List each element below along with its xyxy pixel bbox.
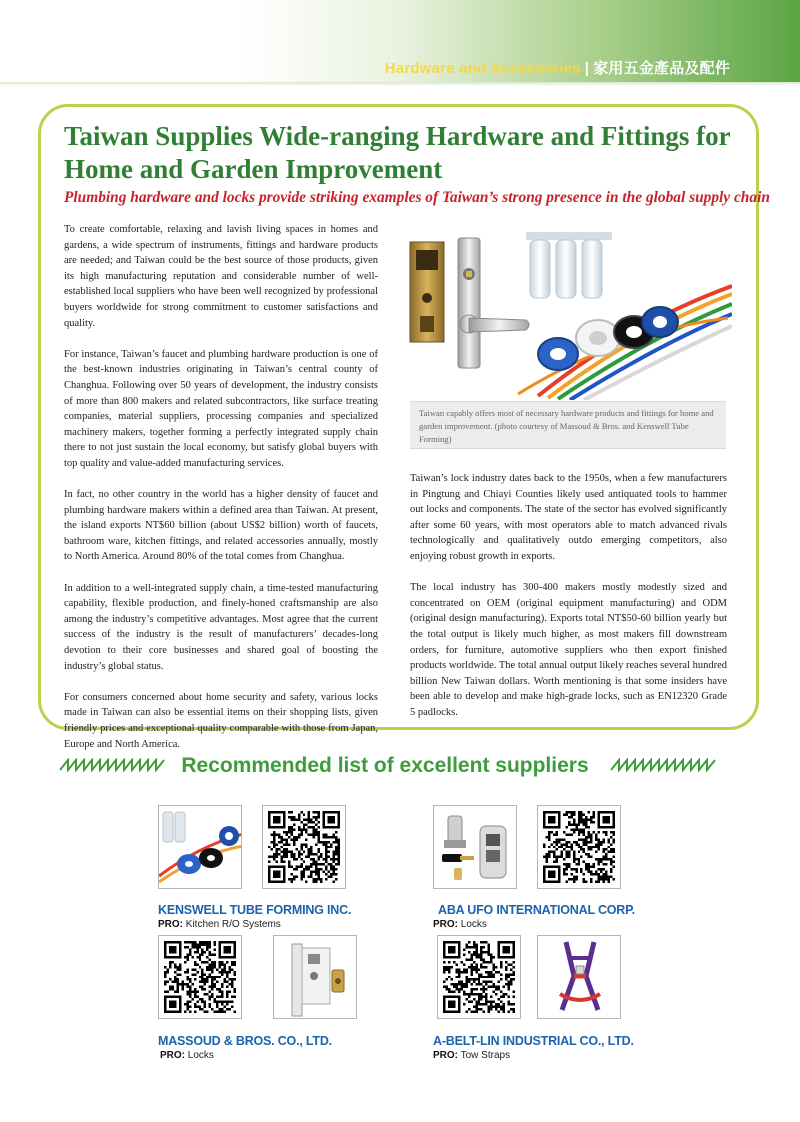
paragraph: Taiwan’s lock industry dates back to the 1950s, when a few manufacturers in Pingtung and Chiayi Counties likely used antiquated tools to hammer out locks and components. The state of the sector has evolved significantly after some 60 years, with most operators able to match advanced rivals technologically and qualitatively outdo emerging competitors, also enjoying robust growth in exports.	[410, 473, 727, 562]
qr-code-icon	[543, 811, 615, 883]
section-label-en: Hardware and Accessories	[384, 60, 581, 77]
supplier-pro-kenswell	[158, 919, 281, 930]
supplier-pro-aba-ufo	[433, 919, 487, 930]
qr-code-a-belt-lin[interactable]	[437, 935, 521, 1019]
qr-code-aba-ufo[interactable]	[537, 805, 621, 889]
supplier-name-kenswell[interactable]: KENSWELL TUBE FORMING INC.	[158, 903, 352, 917]
article-photo	[398, 228, 732, 400]
safety-harness-photo	[538, 936, 621, 1019]
section-label-separator: |	[584, 60, 590, 77]
locks-and-tubing-photo	[398, 228, 732, 400]
mortise-lock-photo	[274, 936, 357, 1019]
article-left-column	[64, 222, 378, 768]
paragraph: For consumers concerned about home security and safety, various locks made in Taiwan can also be essential items on their shopping lists, given friendly prices and exceptional quality comparable with those from Japan, Europe and North America.	[64, 691, 378, 750]
section-label	[385, 57, 730, 78]
section-label-zh: 家用五金產品及配件	[593, 60, 730, 77]
qr-code-icon	[268, 811, 340, 883]
article-right-column	[410, 471, 727, 736]
pro-label: PRO:	[160, 1050, 185, 1061]
supplier-name-massoud[interactable]: MASSOUD & BROS. CO., LTD.	[158, 1034, 332, 1048]
recommended-title: Recommended list of excellent suppliers	[181, 754, 589, 777]
header-band-shadow	[0, 82, 800, 86]
supplier-pro-a-belt-lin	[433, 1050, 510, 1061]
pro-label: PRO:	[433, 1050, 458, 1061]
qr-code-massoud[interactable]	[158, 935, 242, 1019]
supplier-photo-aba-ufo	[433, 805, 517, 889]
article-title: Taiwan Supplies Wide-ranging Hardware and Fittings for Home and Garden Improvement	[64, 121, 731, 184]
supplier-photo-a-belt-lin	[537, 935, 621, 1019]
paragraph: For instance, Taiwan’s faucet and plumbing hardware production is one of the best-known industries originating in Taiwan’s central county of Changhua. Following over 50 years of development, the industry consists of more than 800 makers and related subcontractors, like surface treating companies, material suppliers, processing companies and specialized machinery makers, together forming a perfectly integrated supply chain there to not just sustain the local economy, but satisfy global buyers with top quality and value-added manufacturing services.	[64, 348, 378, 469]
article-subtitle: Plumbing hardware and locks provide striking examples of Taiwan’s strong presence in the global supply chain	[64, 189, 770, 206]
supplier-product: Tow Straps	[460, 1050, 511, 1061]
pro-label: PRO:	[158, 919, 183, 930]
photo-caption: Taiwan capably offers most of necessary hardware products and fittings for home and garden improvement. (photo courtesy of Massoud & Bros. and Kenswell Tube Forming)	[410, 401, 726, 449]
zigzag-decoration-right	[609, 758, 719, 772]
supplier-pro-massoud	[160, 1050, 214, 1061]
supplier-product: Locks	[187, 1050, 214, 1061]
qr-code-icon	[443, 941, 515, 1013]
supplier-name-aba-ufo[interactable]: ABA UFO INTERNATIONAL CORP.	[438, 903, 635, 917]
tubing-coils-photo	[159, 806, 242, 889]
zigzag-decoration-left	[58, 758, 168, 772]
paragraph: To create comfortable, relaxing and lavish living spaces in homes and gardens, a wide spectrum of instruments, fittings and hardware products are needed; and Taiwan could be the best source of those products, given its high manufacturing reputation and considerable number of well-established local suppliers who have been well recognized by professional buyers worldwide for strong commitment to customer satisfactions and quality.	[64, 224, 378, 329]
supplier-product: Kitchen R/O Systems	[185, 919, 281, 930]
paragraph: The local industry has 300-400 makers mostly modestly sized and concentrated on OEM (original equipment manufacturing) and ODM (original design manufacturing). Exports total NT$50-60 billion yearly but the total output is likely much higher, as most makers fill downstream orders, for furniture, automotive suppliers who then export finished products worldwide. The total annual output likely reaches several hundred billion New Taiwan dollars. Worth mentioning is that some insiders have been able to develop and make high-grade locks, such as EN12320 Grade 5 padlocks.	[410, 582, 727, 718]
supplier-photo-massoud	[273, 935, 357, 1019]
supplier-product: Locks	[460, 919, 487, 930]
pro-label: PRO:	[433, 919, 458, 930]
supplier-photo-kenswell	[158, 805, 242, 889]
paragraph: In fact, no other country in the world has a higher density of faucet and plumbing hardware makers within a defined area than Taiwan. At present, the island exports NT$60 billion (about US$2 billion) worth of faucets, bathroom ware, kitchen fittings, and related accessories annually, mostly to North America. Around 80% of the total comes from Changhua.	[64, 489, 378, 563]
supplier-name-a-belt-lin[interactable]: A-BELT-LIN INDUSTRIAL CO., LTD.	[433, 1034, 634, 1048]
qr-code-icon	[164, 941, 236, 1013]
qr-code-kenswell[interactable]	[262, 805, 346, 889]
cam-lock-photo	[434, 806, 517, 889]
paragraph: In addition to a well-integrated supply chain, a time-tested manufacturing capability, flexible production, and finely-honed craftsmanship are also among the industry’s competitive advantages. Most agree that the current success of the industry is the result of manufacturers’ decades-long devotion to their core businesses and shared goal of boosting the industry’s global status.	[64, 582, 378, 672]
